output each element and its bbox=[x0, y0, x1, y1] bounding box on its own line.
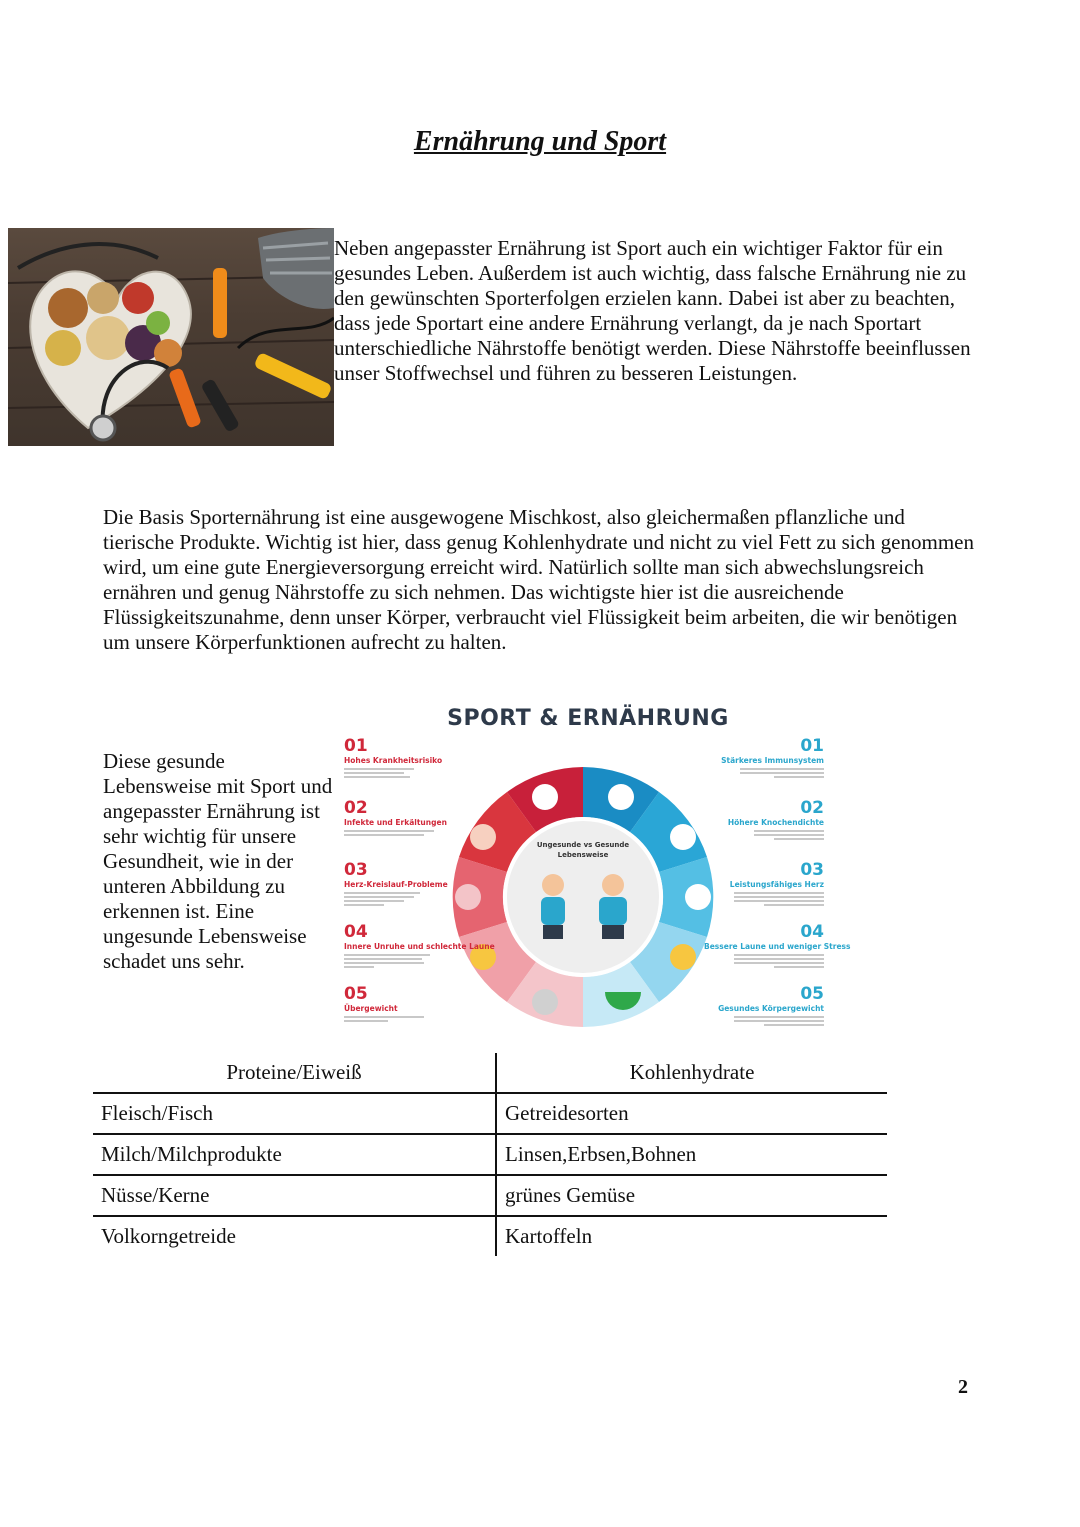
heart-plate-fitness-photo bbox=[8, 228, 334, 446]
sport-nutrition-infographic bbox=[338, 702, 851, 1042]
page-number: 2 bbox=[958, 1376, 968, 1398]
item-label: Innere Unruhe und schlechte Laune bbox=[344, 942, 495, 951]
table-row bbox=[93, 1093, 887, 1134]
happy-face-icon bbox=[670, 944, 696, 970]
photo-illustration bbox=[8, 228, 334, 446]
table-cell: grünes Gemüse bbox=[496, 1175, 887, 1216]
center-label-2: Lebensweise bbox=[557, 851, 609, 859]
side-note-paragraph: Diese gesunde Lebensweise mit Sport und angepasster Ernährung ist sehr wichtig für unsere Gesundheit, wie in der unteren Abbildung zu erkennen ist. Eine ungesunde Lebensweise schadet uns sehr. bbox=[103, 749, 333, 973]
item-description-lines bbox=[734, 1016, 824, 1026]
bone-icon bbox=[670, 824, 696, 850]
infographic-title: SPORT & ERNÄHRUNG bbox=[447, 706, 729, 731]
item-label: Gesundes Körpergewicht bbox=[718, 1004, 824, 1013]
unhealthy-item-5 bbox=[344, 984, 424, 1022]
item-label: Herz-Kreislauf-Probleme bbox=[344, 880, 448, 889]
item-number: 02 bbox=[344, 798, 368, 818]
unhealthy-person-icon bbox=[541, 874, 565, 939]
item-label: Leistungsfähiges Herz bbox=[729, 880, 824, 889]
table-row bbox=[93, 1134, 887, 1175]
item-label: Übergewicht bbox=[344, 1004, 398, 1013]
item-description-lines bbox=[754, 830, 824, 840]
item-description-lines bbox=[734, 954, 824, 968]
item-description-lines bbox=[734, 892, 824, 906]
page-title: Ernährung und Sport bbox=[413, 126, 667, 157]
sick-face-icon bbox=[470, 824, 496, 850]
item-label: Stärkeres Immunsystem bbox=[721, 756, 824, 765]
table-cell: Volkorngetreide bbox=[93, 1216, 496, 1256]
item-number: 03 bbox=[800, 860, 824, 880]
item-number: 03 bbox=[344, 860, 368, 880]
table-cell: Linsen,Erbsen,Bohnen bbox=[496, 1134, 887, 1175]
item-description-lines bbox=[344, 892, 420, 906]
item-label: Bessere Laune und weniger Stress bbox=[704, 942, 851, 951]
unhealthy-item-3 bbox=[344, 860, 448, 906]
item-description-lines bbox=[740, 768, 824, 778]
item-label: Höhere Knochendichte bbox=[727, 818, 824, 827]
item-label: Infekte und Erkältungen bbox=[344, 818, 447, 827]
item-description-lines bbox=[344, 1016, 424, 1022]
table-cell: Getreidesorten bbox=[496, 1093, 887, 1134]
unhealthy-item-2 bbox=[344, 798, 447, 836]
food-groups-table bbox=[93, 1053, 887, 1256]
table-row bbox=[93, 1216, 887, 1256]
table-cell: Kartoffeln bbox=[505, 1224, 593, 1248]
bandage-icon bbox=[532, 784, 558, 810]
item-number: 01 bbox=[800, 736, 824, 756]
table-cell: Fleisch/Fisch bbox=[93, 1093, 496, 1134]
item-number: 05 bbox=[800, 984, 824, 1004]
infographic-ring bbox=[448, 762, 718, 1032]
item-description-lines bbox=[344, 954, 430, 968]
item-description-lines bbox=[344, 768, 414, 778]
column-header-proteins: Proteine/Eiweiß bbox=[93, 1053, 496, 1093]
item-number: 04 bbox=[800, 922, 824, 942]
table-header-row bbox=[93, 1053, 887, 1093]
item-number: 04 bbox=[344, 922, 368, 942]
broken-heart-icon bbox=[455, 884, 481, 910]
healthy-item-4 bbox=[704, 922, 851, 968]
column-header-carbohydrates: Kohlenhydrate bbox=[496, 1053, 887, 1093]
table-row bbox=[93, 1175, 887, 1216]
item-number: 05 bbox=[344, 984, 368, 1004]
intro-paragraph: Neben angepasster Ernährung ist Sport auch ein wichtiger Faktor für ein gesundes Leben. Außerdem ist auch wichtig, dass falsche Ernährung nie zu den gewünschten Sporterfolgen erzielen kann. Dabei ist aber zu beachten, dass jede Sportart eine andere Ernährung verlangt, da je nach Sportart unterschiedliche Nährstoffe benötigt werden. Diese Nährstoffe beeinflussen unser Stoffwechsel und führen zu besseren Leistungen. bbox=[334, 236, 971, 385]
unhealthy-item-4 bbox=[344, 922, 495, 968]
healthy-item-2 bbox=[704, 798, 824, 840]
shield-icon bbox=[608, 784, 634, 810]
table-cell: Nüsse/Kerne bbox=[93, 1175, 496, 1216]
scale-icon bbox=[532, 989, 558, 1015]
table-cell: Milch/Milchprodukte bbox=[93, 1134, 496, 1175]
item-number: 02 bbox=[800, 798, 824, 818]
center-label-1: Ungesunde vs Gesunde bbox=[536, 841, 630, 849]
unhealthy-item-1 bbox=[344, 736, 442, 778]
healthy-item-1 bbox=[704, 736, 824, 778]
healthy-item-5 bbox=[704, 984, 824, 1026]
item-number: 01 bbox=[344, 736, 368, 756]
basis-paragraph: Die Basis Sporternährung ist eine ausgewogene Mischkost, also gleichermaßen pflanzliche und tierische Produkte. Wichtig ist hier, dass genug Kohlenhydrate und nicht zu viel Fett zu sich genommen wird, um eine gute Energieversorgung erreicht wird. Natürlich sollte man sich abwechslungsreich ernähren und genug Nährstoffe zu sich nehmen. Das wichtigste hier ist die ausreichende Flüssigkeitszunahme, denn unser Körper, verbraucht viel Flüssigkeit beim arbeiten, die wir benötigen um unsere Körperfunktionen aufrecht zu halten. bbox=[103, 505, 974, 654]
item-description-lines bbox=[344, 830, 434, 836]
item-label: Hohes Krankheitsrisiko bbox=[344, 756, 443, 765]
healthy-person-icon bbox=[599, 874, 627, 939]
healthy-item-3 bbox=[704, 860, 824, 906]
